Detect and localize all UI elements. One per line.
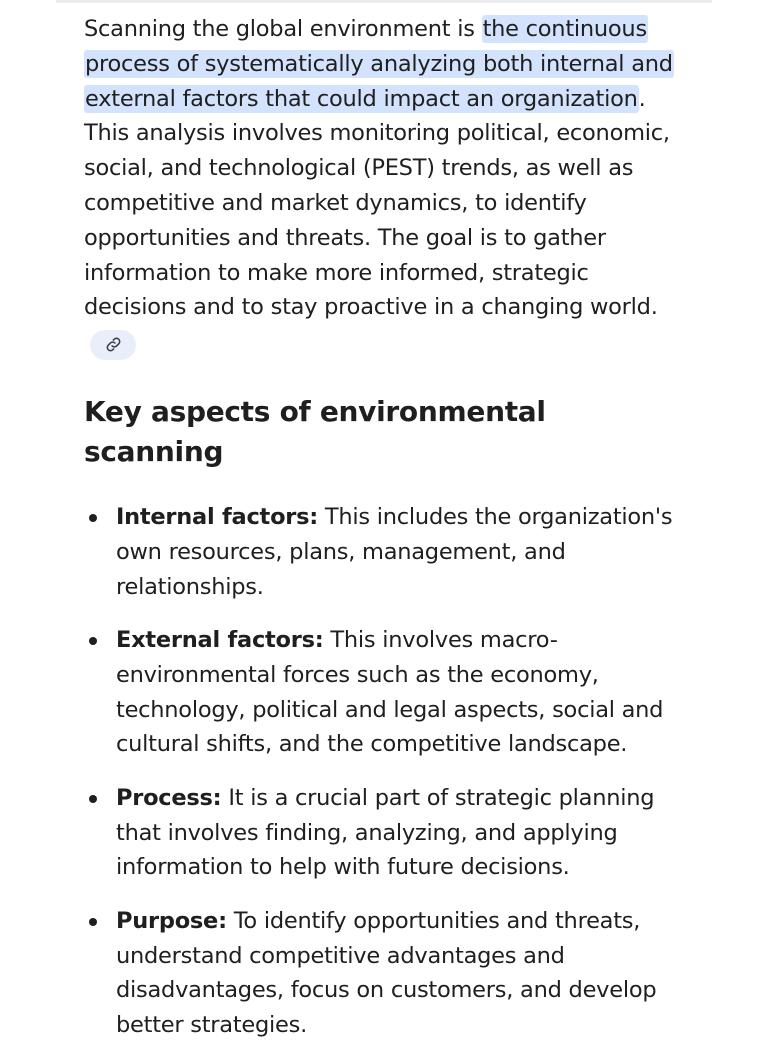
bullet <box>89 918 97 926</box>
list-item-term: Internal factors: <box>116 504 319 530</box>
section-heading: Key aspects of environmental scanning <box>84 395 546 468</box>
intro-lead: Scanning the global environment is <box>84 16 482 42</box>
bullet <box>89 637 97 645</box>
top-divider <box>56 0 712 3</box>
bullet <box>89 514 97 522</box>
list-item-text: To identify opportunities and threats, understand competitive advantages and disadvantages, focus on customers, and develop better strategies. <box>116 907 657 1039</box>
list-item-term: Purpose: <box>116 907 227 934</box>
intro-paragraph <box>84 12 684 360</box>
intro-rest: . This analysis involves monitoring political, economic, social, and technological (PEST) trends, as well as competitive and market dynamics, to identify opportunities and threats. The goal is to gather information to make more informed, strategic decisions and to stay proactive in a changing world. <box>84 85 670 321</box>
list-item <box>84 500 684 604</box>
list-item-text: This involves macro-environmental forces such as the economy, technology, political and legal aspects, social and cultural shifts, and the competitive landscape. <box>116 626 664 758</box>
list-item <box>84 904 684 1043</box>
link-icon <box>105 336 122 353</box>
list-item-text: It is a crucial part of strategic planning that involves finding, analyzing, and applying information to help with future decisions. <box>116 784 655 881</box>
list-item-term: Process: <box>116 784 222 811</box>
source-link-chip[interactable] <box>90 330 136 360</box>
response-content <box>84 12 684 1039</box>
aspects-list <box>84 500 684 1062</box>
list-item <box>84 781 684 885</box>
intro-highlight[interactable]: the continuous process of systematically analyzing both internal and external factors that could impact an organization <box>85 16 673 112</box>
list-item-text: This includes the organization's own resources, plans, management, and relationships. <box>116 504 673 600</box>
list-item-term: External factors: <box>116 626 324 653</box>
bullet <box>89 795 97 803</box>
list-item <box>84 623 684 762</box>
